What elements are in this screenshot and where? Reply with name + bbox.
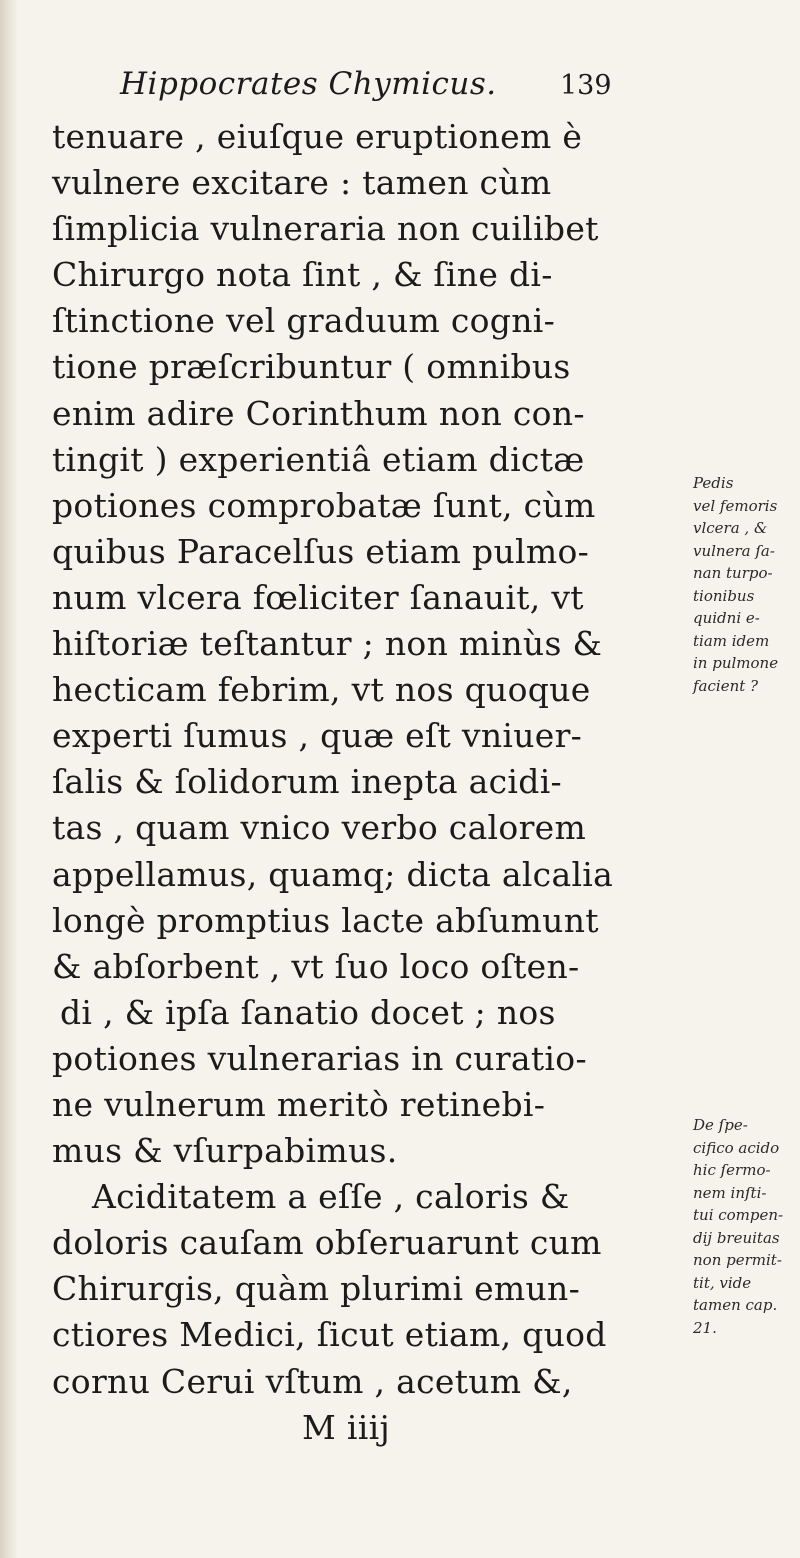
margin-note-line: 21. <box>693 1318 717 1337</box>
margin-note-pedis <box>693 472 800 697</box>
text-line: hiſtoriæ teſtantur ; non minùs & <box>52 624 603 664</box>
page-header <box>120 60 680 112</box>
text-line: doloris cauſam obſeruarunt cum <box>52 1223 602 1263</box>
text-line: ſtinctione vel graduum cogni- <box>52 301 556 341</box>
text-line: appellamus, quamq; dicta alcalia <box>52 854 614 894</box>
text-line: quibus Paracelſus etiam pulmo- <box>52 531 590 571</box>
text-line: longè promptius lacte abſumunt <box>52 900 599 940</box>
margin-note-line: tit, vide <box>693 1273 752 1292</box>
margin-note-line: tiam idem <box>693 631 770 650</box>
margin-note-line: hic ſermo- <box>693 1161 771 1179</box>
text-line: hecticam febrim, vt nos quoque <box>52 670 591 710</box>
text-line: di , & ipſa ſanatio docet ; nos <box>60 992 556 1032</box>
text-line: tione præſcribuntur ( omnibus <box>52 347 571 387</box>
margin-note-line: non permit- <box>693 1251 782 1269</box>
margin-note-line: in pulmone <box>693 654 779 672</box>
margin-note-line: tamen cap. <box>693 1296 778 1314</box>
margin-note-line: vlcera , & <box>693 519 768 537</box>
text-line: potiones comprobatæ ſunt, cùm <box>52 485 596 525</box>
text-line: mus & vſurpabimus. <box>52 1131 398 1171</box>
text-line: ſimplicia vulneraria non cuilibet <box>52 209 599 249</box>
margin-note-line: tui compen- <box>693 1206 784 1224</box>
margin-note-line: cifico acido <box>693 1138 780 1157</box>
text-line: num vlcera fœliciter ſanauit, vt <box>52 577 584 617</box>
margin-note-line: facient ? <box>693 676 759 695</box>
text-line: experti ſumus , quæ eſt vniuer- <box>52 716 583 756</box>
running-title: Hippocrates Chymicus. <box>120 66 497 102</box>
text-line: ſalis & ſolidorum inepta acidi- <box>52 762 563 802</box>
text-line: Chirurgis, quàm plurimi emun- <box>52 1269 581 1309</box>
body-text <box>52 114 662 1451</box>
margin-note-line: tionibus <box>693 586 755 605</box>
text-line: potiones vulnerarias in curatio- <box>52 1038 587 1078</box>
text-line: & abſorbent , vt ſuo loco oſten- <box>52 946 580 986</box>
text-line: ctiores Medici, ſicut etiam, quod <box>52 1315 607 1355</box>
margin-note-line: vulnera ſa- <box>693 541 775 560</box>
margin-note-line: vel femoris <box>693 496 778 515</box>
text-line: ne vulnerum meritò retinebi- <box>52 1084 546 1124</box>
paragraph-start-line: Aciditatem a eſſe , caloris & <box>92 1177 570 1217</box>
margin-note-line: nem inſti- <box>693 1183 767 1202</box>
margin-note-line: dij breuitas <box>693 1228 780 1247</box>
page-number: 139 <box>560 70 612 101</box>
margin-note-line: De ſpe- <box>693 1116 748 1134</box>
text-line: tingit ) experientiâ etiam dictæ <box>52 439 585 479</box>
text-line: tas , quam vnico verbo calorem <box>52 808 587 848</box>
text-line: vulnere excitare : tamen cùm <box>52 163 552 203</box>
margin-note-de-specifico <box>693 1114 800 1339</box>
text-line: cornu Cerui vſtum , acetum &, <box>52 1361 573 1401</box>
page-edge-shadow <box>0 0 18 1558</box>
margin-note-line: nan turpo- <box>693 564 773 582</box>
text-line: enim adire Corinthum non con- <box>52 393 585 433</box>
margin-note-line: Pedis <box>693 474 734 492</box>
margin-note-line: quidni e- <box>693 609 760 627</box>
text-line: tenuare , eiuſque eruptionem è <box>52 117 583 156</box>
signature-mark: M iiij <box>302 1407 390 1447</box>
text-line: Chirurgo nota ſint , & ſine di- <box>52 255 553 295</box>
